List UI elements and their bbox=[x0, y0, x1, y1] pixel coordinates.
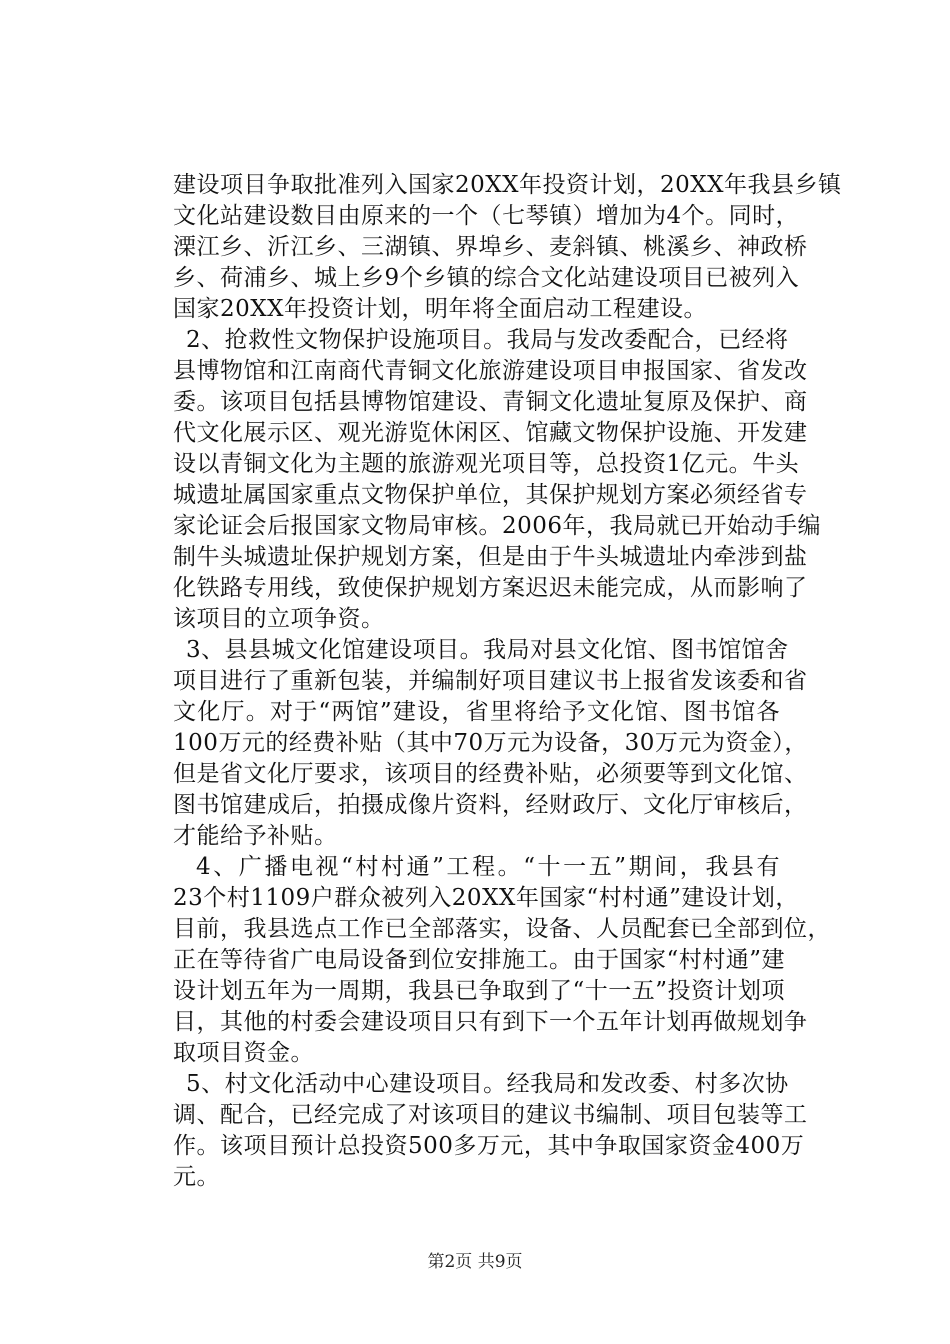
text-line: 100万元的经费补贴（其中70万元为设备，30万元为资金）， bbox=[173, 730, 808, 756]
paragraph-2-first-line: 2、抢救性文物保护设施项目。我局与发改委配合，已经将 bbox=[186, 327, 789, 353]
text-line: 国家20XX年投资计划，明年将全面启动工程建设。 bbox=[173, 296, 708, 322]
paragraph-5-first-line: 5、村文化活动中心建设项目。经我局和发改委、村多次协 bbox=[186, 1071, 789, 1097]
text-line: 该项目的立项争资。 bbox=[173, 606, 385, 632]
text-line: 建设项目争取批准列入国家20XX年投资计划，20XX年我县乡镇 bbox=[173, 172, 842, 198]
text-line: 取项目资金。 bbox=[173, 1040, 314, 1066]
text-line: 乡、荷浦乡、城上乡9个乡镇的综合文化站建设项目已被列入 bbox=[173, 265, 800, 291]
text-line: 设以青铜文化为主题的旅游观光项目等，总投资1亿元。牛头 bbox=[173, 451, 800, 477]
text-line: 城遗址属国家重点文物保护单位，其保护规划方案必须经省专 bbox=[173, 482, 808, 508]
text-line: 元。 bbox=[173, 1164, 220, 1190]
text-line: 家论证会后报国家文物局审核。2006年，我局就已开始动手编 bbox=[173, 513, 822, 539]
text-line: 正在等待省广电局设备到位安排施工。由于国家“村村通”建 bbox=[173, 947, 786, 973]
text-line: 目，其他的村委会建设项目只有到下一个五年计划再做规划争 bbox=[173, 1009, 808, 1035]
paragraph-4-first-line: 4、广播电视“村村通”工程。“十一五”期间，我县有 bbox=[196, 854, 780, 880]
text-line: 代文化展示区、观光游览休闲区、馆藏文物保护设施、开发建 bbox=[173, 420, 808, 446]
text-line: 目前，我县选点工作已全部落实，设备、人员配套已全部到位， bbox=[173, 916, 831, 942]
text-line: 项目进行了重新包装，并编制好项目建议书上报省发该委和省 bbox=[173, 668, 808, 694]
text-line: 县博物馆和江南商代青铜文化旅游建设项目申报国家、省发改 bbox=[173, 358, 808, 384]
text-line: 但是省文化厅要求，该项目的经费补贴，必须要等到文化馆、 bbox=[173, 761, 808, 787]
text-line: 图书馆建成后，拍摄成像片资料，经财政厅、文化厅审核后， bbox=[173, 792, 808, 818]
text-line: 调、配合，已经完成了对该项目的建议书编制、项目包装等工 bbox=[173, 1102, 808, 1128]
text-line: 制牛头城遗址保护规划方案，但是由于牛头城遗址内牵涉到盐 bbox=[173, 544, 808, 570]
text-line: 化铁路专用线，致使保护规划方案迟迟未能完成，从而影响了 bbox=[173, 575, 808, 601]
text-line: 作。该项目预计总投资500多万元，其中争取国家资金400万 bbox=[173, 1133, 805, 1159]
text-line: 溧江乡、沂江乡、三湖镇、界埠乡、麦斜镇、桃溪乡、神政桥 bbox=[173, 234, 808, 260]
text-line: 委。该项目包括县博物馆建设、青铜文化遗址复原及保护、商 bbox=[173, 389, 808, 415]
text-line: 23个村1109户群众被列入20XX年国家“村村通”建设计划， bbox=[173, 885, 799, 911]
paragraph-3-first-line: 3、县县城文化馆建设项目。我局对县文化馆、图书馆馆舍 bbox=[186, 637, 789, 663]
text-line: 文化厅。对于“两馆”建设，省里将给予文化馆、图书馆各 bbox=[173, 699, 780, 725]
text-line: 才能给予补贴。 bbox=[173, 823, 338, 849]
text-line: 设计划五年为一周期，我县已争取到了“十一五”投资计划项 bbox=[173, 978, 786, 1004]
text-line: 文化站建设数目由原来的一个（七琴镇）增加为4个。同时， bbox=[173, 203, 800, 229]
page-number-footer: 第2页 共9页 bbox=[427, 1252, 523, 1272]
document-body bbox=[173, 170, 842, 1193]
